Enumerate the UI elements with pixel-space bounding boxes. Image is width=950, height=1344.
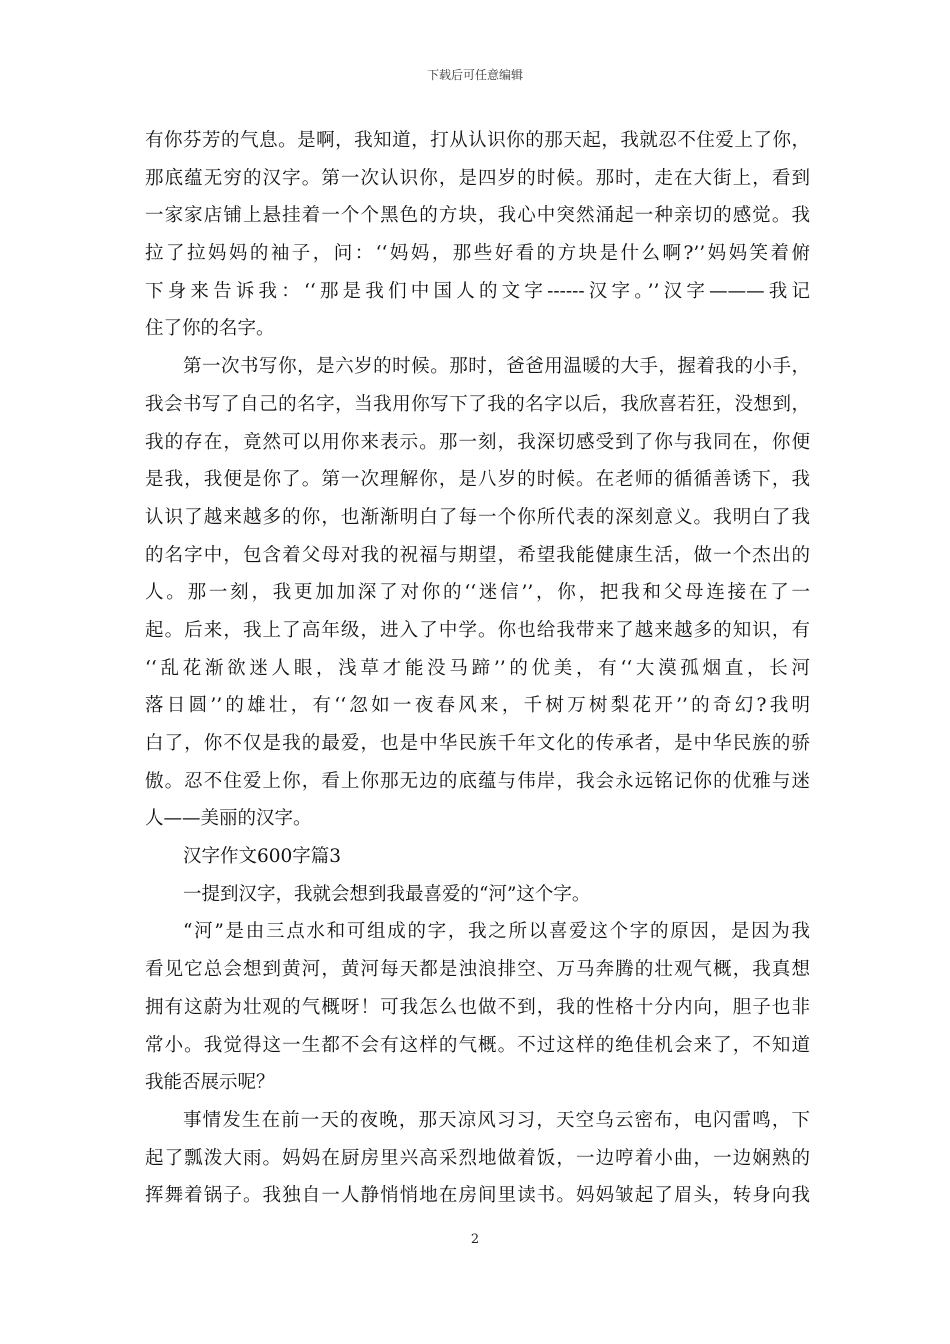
page-number: 2 xyxy=(470,1232,480,1247)
text-line: 有你芬芳的气息。是啊，我知道，打从认识你的那天起，我就忍不住爱上了你， xyxy=(145,130,810,151)
text-line: 我能否展示呢？ xyxy=(145,1072,275,1094)
page-header: 下载后可任意编辑 xyxy=(426,68,523,82)
paragraph-first-line: “河”是由三点水和可组成的字，我之所以喜爱这个字的原因，是因为我 xyxy=(183,921,810,943)
text-line: 看见它总会想到黄河，黄河每天都是浊浪排空、万马奔腾的壮观气概，我真想 xyxy=(145,959,810,981)
paragraph-first-line: 第一次书写你，是六岁的时候。那时，爸爸用温暖的大手，握着我的小手， xyxy=(183,356,810,378)
text-line: 傲。忍不住爱上你，看上你那无边的底蕴与伟岸，我会永远铭记你的优雅与迷 xyxy=(145,770,810,792)
text-line: 是我，我便是你了。第一次理解你，是八岁的时候。在老师的循循善诱下，我 xyxy=(145,469,810,491)
paragraph-first-line: 事情发生在前一天的夜晚，那天凉风习习，天空乌云密布，电闪雷鸣，下 xyxy=(183,1109,810,1131)
section-title: 汉字作文600字篇3 xyxy=(183,846,342,868)
text-line: 那底蕴无穷的汉字。第一次认识你，是四岁的时候。那时，走在大街上，看到 xyxy=(145,167,810,189)
paragraph-first-line: 一提到汉字，我就会想到我最喜爱的“河”这个字。 xyxy=(183,883,591,905)
text-line: 落日圆’’的雄壮，有‘‘忽如一夜春风来，千树万树梨花开’’的奇幻?我明 xyxy=(145,695,810,717)
text-line: 人。那一刻，我更加加深了对你的‘‘迷信’’，你，把我和父母连接在了一 xyxy=(145,582,810,604)
text-line: 起。后来，我上了高年级，进入了中学。你也给我带来了越来越多的知识，有 xyxy=(145,619,810,641)
text-line: 我会书写了自己的名字，当我用你写下了我的名字以后，我欣喜若狂，没想到， xyxy=(145,393,810,415)
text-line: 拥有这蔚为壮观的气概呀！可我怎么也做不到，我的性格十分内向，胆子也非 xyxy=(145,996,810,1018)
text-line: 下身来告诉我：‘‘那是我们中国人的文字------汉字。’’汉字———我记 xyxy=(145,280,810,302)
text-line: ‘‘乱花渐欲迷人眼，浅草才能没马蹄’’的优美，有‘‘大漠孤烟直，长河 xyxy=(145,657,810,679)
text-line: 住了你的名字。 xyxy=(145,318,275,340)
text-line: 挥舞着锅子。我独自一人静悄悄地在房间里读书。妈妈皱起了眉头，转身向我 xyxy=(145,1185,810,1207)
text-line: 人——美丽的汉字。 xyxy=(145,808,312,830)
text-line: 起了瓢泼大雨。妈妈在厨房里兴高采烈地做着饭，一边哼着小曲，一边娴熟的 xyxy=(145,1147,810,1169)
text-line: 一家家店铺上悬挂着一个个黑色的方块，我心中突然涌起一种亲切的感觉。我 xyxy=(145,205,810,227)
text-line: 拉了拉妈妈的袖子，问：‘‘妈妈，那些好看的方块是什么啊?’’妈妈笑着俯 xyxy=(145,243,810,265)
text-line: 常小。我觉得这一生都不会有这样的气概。不过这样的绝佳机会来了，不知道 xyxy=(145,1034,810,1056)
document-body xyxy=(145,122,810,1215)
text-line: 我的存在，竟然可以用你来表示。那一刻，我深切感受到了你与我同在，你便 xyxy=(145,431,810,453)
text-line: 认识了越来越多的你，也渐渐明白了每一个你所代表的深刻意义。我明白了我 xyxy=(145,506,810,528)
text-line: 的名字中，包含着父母对我的祝福与期望，希望我能健康生活，做一个杰出的 xyxy=(145,544,810,566)
text-line: 白了，你不仅是我的最爱，也是中华民族千年文化的传承者，是中华民族的骄 xyxy=(145,733,810,754)
